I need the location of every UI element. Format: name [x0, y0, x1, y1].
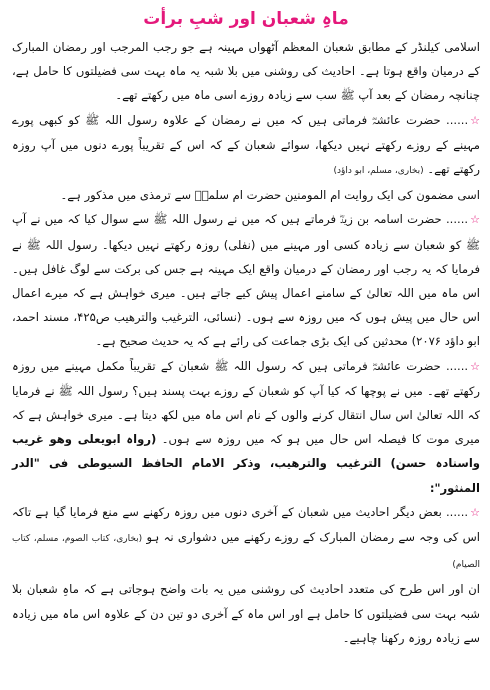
- hadith-aisha-1: [12, 108, 480, 184]
- dots: ......: [446, 112, 469, 127]
- other-ahadith-reference: (بخاری، کتاب الصوم، مسلم، کتاب الصیام): [12, 534, 480, 571]
- hadith-aisha-2-text: حضرت عائشہؓ فرماتی ہیں کہ رسول اللہ ﷺ شعبان کے تقریباً مکمل مہینے میں روزہ رکھتے تھے۔ میں نے پوچھا کہ کیا آپ کو شعبان کے روزے بہت پسند ہیں؟ رسول اللہ ﷺ نے فرمایا کہ اللہ تعالیٰ اس سال انتقال کرنے والوں کے نام اس ماہ میں لکھ دیتا ہے۔ میری خواہش ہے کہ میری موت کا فیصلہ اس حال میں ہو کہ میں روزہ سے ہوں۔: [12, 358, 480, 447]
- hadith-aisha-1-reference: (بخاری، مسلم، ابو داؤد): [333, 166, 424, 177]
- hadith-aisha-2-reference: (رواہ ابویعلی وھو غریب واسنادہ حسن) الترغیب والترھیب، وذکر الامام الحافظ السیوطی فی "الدر المنثور":: [12, 432, 480, 495]
- intro-text: اسلامی کیلنڈر کے مطابق شعبان المعظم آٹھواں مہینہ ہے جو رجب المرجب اور رمضان المبارک کے درمیان واقع ہوتا ہے۔ احادیث کی روشنی میں بلا شبہ یہ ماہ بہت سی فضیلتوں کا حامل ہے، چنانچہ رمضان کے بعد آپ ﷺ سب سے زیادہ روزے اسی ماہ میں رکھتے تھے۔: [12, 40, 480, 103]
- other-ahadith-text: بعض دیگر احادیث میں شعبان کے آخری دنوں میں روزہ رکھنے سے منع فرمایا گیا ہے تاکہ اس کی وجہ سے رمضان المبارک کے روزے رکھنے میں دشواری نہ ہو: [12, 504, 481, 545]
- star-icon: ☆: [470, 359, 480, 373]
- hadith-aisha-2: [12, 354, 480, 500]
- dots: ......: [446, 504, 469, 519]
- hadith-usama-text: حضرت اسامہ بن زیدؓ فرماتے ہیں کہ میں نے رسول اللہ ﷺ سے سوال کیا کہ میں نے آپ ﷺ کو شعبان سے زیادہ کسی اور مہینے میں (نفلی) روزہ رکھتے نہیں دیکھا۔ رسول اللہ ﷺ نے فرمایا کہ یہ رجب اور رمضان کے درمیان واقع ایک مہینہ ہے جس کی برکت سے لوگ غافل ہیں۔ اس ماہ میں اللہ تعالیٰ کے سامنے اعمال پیش کیے جاتے ہیں۔ میری خواہش ہے کہ میرے اعمال اس حال میں پیش ہوں کہ میں روزہ سے ہوں۔ (نسائی، الترغیب والترھیب ص۴۲۵، مسند احمد، ابو داؤد ۲۰۷۶) محدثین کی ایک بڑی جماعت کی رائے ہے کہ یہ حدیث صحیح ہے۔: [12, 212, 481, 349]
- intro-paragraph: [12, 35, 480, 108]
- hadith-usama: [12, 207, 480, 353]
- star-icon: ☆: [470, 213, 480, 227]
- star-icon: ☆: [470, 113, 481, 127]
- dots: ......: [446, 212, 469, 227]
- conclusion-text: ان اور اس طرح کی متعدد احادیث کی روشنی میں یہ بات واضح ہوجاتی ہے کہ ماہِ شعبان بلا شبہ بہت سی فضیلتوں کا حامل ہے اور اس ماہ کے آخری دو تین دن کے علاوہ اس ماہ میں زیادہ سے زیادہ روزہ رکھنا چاہیے۔: [12, 582, 480, 645]
- umm-salamah-text: اسی مضمون کی ایک روایت ام المومنین حضرت ام سلمہؓ سے ترمذی میں مذکور ہے۔: [60, 188, 480, 203]
- page-title: ماہِ شعبان اور شبِ برأت: [143, 9, 349, 29]
- conclusion-paragraph: [12, 577, 480, 650]
- star-icon: ☆: [470, 505, 480, 519]
- umm-salamah-paragraph: [12, 183, 480, 207]
- dots: ......: [446, 358, 469, 373]
- other-ahadith-paragraph: [12, 500, 480, 578]
- hadith-aisha-1-text: حضرت عائشہؓ فرماتی ہیں کہ میں نے رمضان کے علاوہ رسول اللہ ﷺ کو کبھی پورے مہینے کے روزے رکھتے نہیں دیکھا، سوائے شعبان کے کہ اس کے تقریباً پورے دنوں میں آپ روزہ رکھتے تھے۔: [12, 112, 480, 177]
